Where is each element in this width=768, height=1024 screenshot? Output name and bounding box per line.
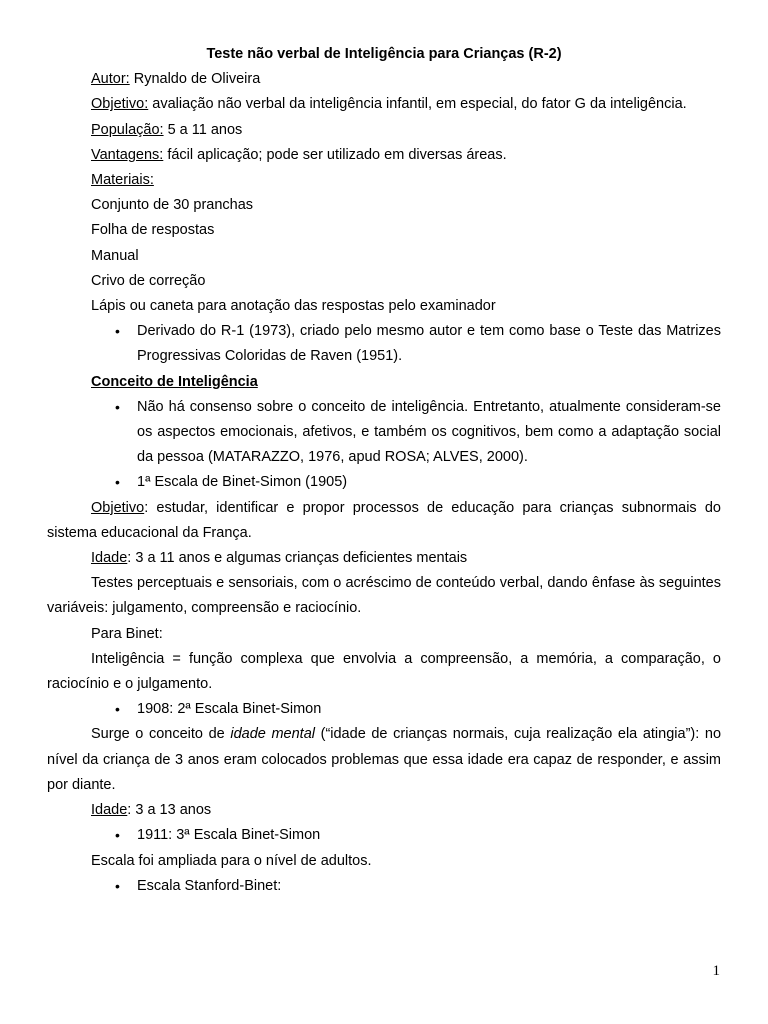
para-binet-line: Para Binet: (91, 625, 163, 642)
bullet-text: 1911: 3ª Escala Binet-Simon (137, 827, 321, 844)
bullet-icon: • (115, 398, 120, 415)
objective-paragraph (47, 92, 721, 117)
bullet-icon: • (115, 877, 120, 894)
age2-value: : 3 a 13 anos (127, 802, 212, 819)
material-item: Crivo de correção (91, 272, 206, 289)
bullet-icon: • (115, 474, 120, 491)
list-item (47, 395, 721, 471)
age1-value: : 3 a 11 anos e algumas crianças deficientes mentais (127, 550, 468, 567)
document-page (47, 42, 721, 899)
objective2-label: Objetivo (91, 499, 145, 516)
materials-heading (47, 168, 721, 193)
list-item (47, 874, 721, 899)
list-item (47, 697, 721, 722)
list-item (47, 319, 721, 369)
objective-value: avaliação não verbal da inteligência infantil, em especial, do fator G da inteligência. (152, 96, 687, 113)
materials-label: Materiais: (91, 172, 154, 189)
bullet-text: 1ª Escala de Binet-Simon (1905) (137, 474, 348, 491)
intelligence-definition: Inteligência = função complexa que envolvia a compreensão, a memória, a comparação, o raciocínio e o julgamento. (47, 650, 721, 693)
bullet-icon: • (115, 827, 120, 844)
advantages-label: Vantagens: (91, 146, 164, 163)
page-number: 1 (712, 963, 720, 979)
advantages-value: fácil aplicação; pode ser utilizado em diversas áreas. (167, 146, 507, 163)
tests-paragraph: Testes perceptuais e sensoriais, com o acréscimo de conteúdo verbal, dando ênfase às seguintes variáveis: julgamento, compreensão e raciocínio. (47, 575, 721, 617)
bullet-text: Escala Stanford-Binet: (137, 877, 282, 894)
list-item (47, 823, 721, 848)
concept-heading (47, 370, 721, 395)
document-title: Teste não verbal de Inteligência para Crianças (R-2) (206, 46, 562, 62)
mental-age-paragraph (47, 722, 721, 798)
age1-line (47, 546, 721, 571)
bullet-list-1911 (47, 823, 721, 848)
objective2-value: : estudar, identificar e propor processos de educação para crianças subnormais do sistema educacional da França. (47, 499, 721, 541)
bullet-icon: • (115, 701, 120, 718)
list-item (47, 470, 721, 495)
author-line (47, 67, 721, 92)
bullet-list-concept (47, 395, 721, 496)
population-label: População: (91, 121, 164, 138)
mental-age-after: (“idade de crianças normais, cuja realização ela atingia”): no nível da criança de 3 anos eram colocados problemas que essa idade era capaz de responder, e assim por diante. (47, 726, 722, 793)
age2-label: Idade (91, 802, 128, 819)
mental-age-before: Surge o conceito de (91, 726, 231, 743)
population-value: 5 a 11 anos (167, 121, 243, 138)
scale-extended-line: Escala foi ampliada para o nível de adultos. (91, 852, 372, 869)
bullet-text: Não há consenso sobre o conceito de inteligência. Entretanto, atualmente consideram-se os aspectos emocionais, afetivos, e também os cognitivos, bem como a adaptação social da pessoa (MATARAZZO, 1976, apud ROSA; ALVES, 2000). (137, 398, 721, 466)
advantages-line (47, 143, 721, 168)
mental-age-term: idade mental (230, 726, 315, 743)
author-value: Rynaldo de Oliveira (133, 71, 261, 88)
bullet-list-1908 (47, 697, 721, 722)
bullet-list-stanford (47, 874, 721, 899)
objective-label: Objetivo: (91, 96, 149, 113)
material-item: Conjunto de 30 pranchas (91, 197, 254, 214)
objective2-paragraph (47, 496, 721, 546)
bullet-icon: • (115, 323, 120, 340)
population-line (47, 118, 721, 143)
material-item: Folha de respostas (91, 222, 215, 239)
author-label: Autor: (91, 71, 130, 88)
material-item: Lápis ou caneta para anotação das respostas pelo examinador (91, 298, 496, 315)
concept-heading-text: Conceito de Inteligência (91, 373, 258, 390)
bullet-text: 1908: 2ª Escala Binet-Simon (137, 701, 322, 718)
age1-label: Idade (91, 550, 128, 567)
material-item: Manual (91, 247, 139, 264)
bullet-list-derivado (47, 319, 721, 369)
bullet-text: Derivado do R-1 (1973), criado pelo mesmo autor e tem como base o Teste das Matrizes Progressivas Coloridas de Raven (1951). (137, 323, 721, 365)
age2-line (47, 798, 721, 823)
